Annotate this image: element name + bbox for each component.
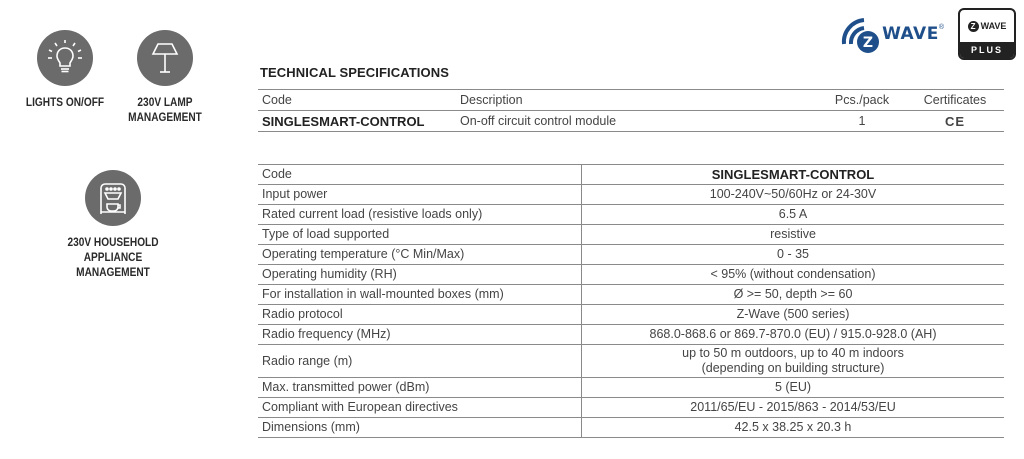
zwave-logo [838,14,944,54]
spec-value-line: up to 50 m outdoors, up to 40 m indoors [682,346,904,360]
table-row [258,265,1004,285]
spec-value: 5 (EU) [582,378,1005,398]
zwave-wordmark: WAVE [882,24,939,44]
table-row [258,185,1004,205]
header-certificates: Certificates [906,90,1004,111]
spec-key: Radio range (m) [258,345,582,378]
spec-value [582,345,1005,378]
spec-key: Type of load supported [258,225,582,245]
spec-key: Operating humidity (RH) [258,265,582,285]
table-row [258,165,1004,185]
zwave-plus-top-text: WAVE [980,21,1007,31]
header-description: Description [456,90,818,111]
table-row [258,205,1004,225]
spec-value: SINGLESMART-CONTROL [582,165,1005,185]
spec-value: 0 - 35 [582,245,1005,265]
product-table [258,89,1004,132]
spec-key: Input power [258,185,582,205]
table-row [258,378,1004,398]
lamp-icon [137,30,193,86]
table-row [258,325,1004,345]
certification-logos [838,8,1016,60]
spec-value: 42.5 x 38.25 x 20.3 h [582,418,1005,438]
section-title: TECHNICAL SPECIFICATIONS [260,65,449,80]
zwave-plus-logo: Z WAVE PLUS [958,8,1016,60]
spec-value-line: (depending on building structure) [701,361,885,375]
spec-key: Radio frequency (MHz) [258,325,582,345]
spec-key: Compliant with European directives [258,398,582,418]
table-row [258,245,1004,265]
spec-key: Operating temperature (°C Min/Max) [258,245,582,265]
spec-value: 2011/65/EU - 2015/863 - 2014/53/EU [582,398,1005,418]
product-pcs: 1 [818,111,906,132]
spec-value: Ø >= 50, depth >= 60 [582,285,1005,305]
table-header-row [258,90,1004,111]
spec-key: For installation in wall-mounted boxes (mm) [258,285,582,305]
feature-label: 230V LAMP [137,97,193,109]
ce-mark-icon: CE [906,111,1004,132]
spec-table [258,164,1004,438]
zwave-plus-bottom-text: PLUS [960,42,1014,58]
table-row [258,398,1004,418]
svg-text:Z: Z [862,35,874,51]
spec-key: Rated current load (resistive loads only) [258,205,582,225]
product-code: SINGLESMART-CONTROL [258,111,456,132]
table-row [258,225,1004,245]
feature-label: LIGHTS ON/OFF [25,97,105,109]
coffee-machine-icon [85,170,141,226]
table-row [258,111,1004,132]
spec-value: 6.5 A [582,205,1005,225]
spec-key: Dimensions (mm) [258,418,582,438]
spec-value: < 95% (without condensation) [582,265,1005,285]
spec-value: resistive [582,225,1005,245]
spec-value: Z-Wave (500 series) [582,305,1005,325]
table-row [258,305,1004,325]
feature-lamp-management [112,30,218,126]
registered-mark: ® [938,24,944,31]
feature-label: 230V HOUSEHOLD [67,237,159,249]
header-code: Code [258,90,456,111]
feature-label: APPLIANCE [83,252,143,264]
spec-key: Code [258,165,582,185]
spec-key: Max. transmitted power (dBm) [258,378,582,398]
table-row [258,285,1004,305]
spec-value: 868.0-868.6 or 869.7-870.0 (EU) / 915.0-928.0 (AH) [582,325,1005,345]
spec-value: 100-240V~50/60Hz or 24-30V [582,185,1005,205]
spec-key: Radio protocol [258,305,582,325]
table-row [258,418,1004,438]
feature-lights-on-off [10,30,120,111]
table-row [258,345,1004,378]
light-bulb-icon [37,30,93,86]
feature-household-appliance [48,170,178,281]
zwave-signal-icon [838,14,882,54]
product-description: On-off circuit control module [456,111,818,132]
feature-label: MANAGEMENT [128,112,202,124]
header-pcs-pack: Pcs./pack [818,90,906,111]
feature-label: MANAGEMENT [76,267,150,279]
